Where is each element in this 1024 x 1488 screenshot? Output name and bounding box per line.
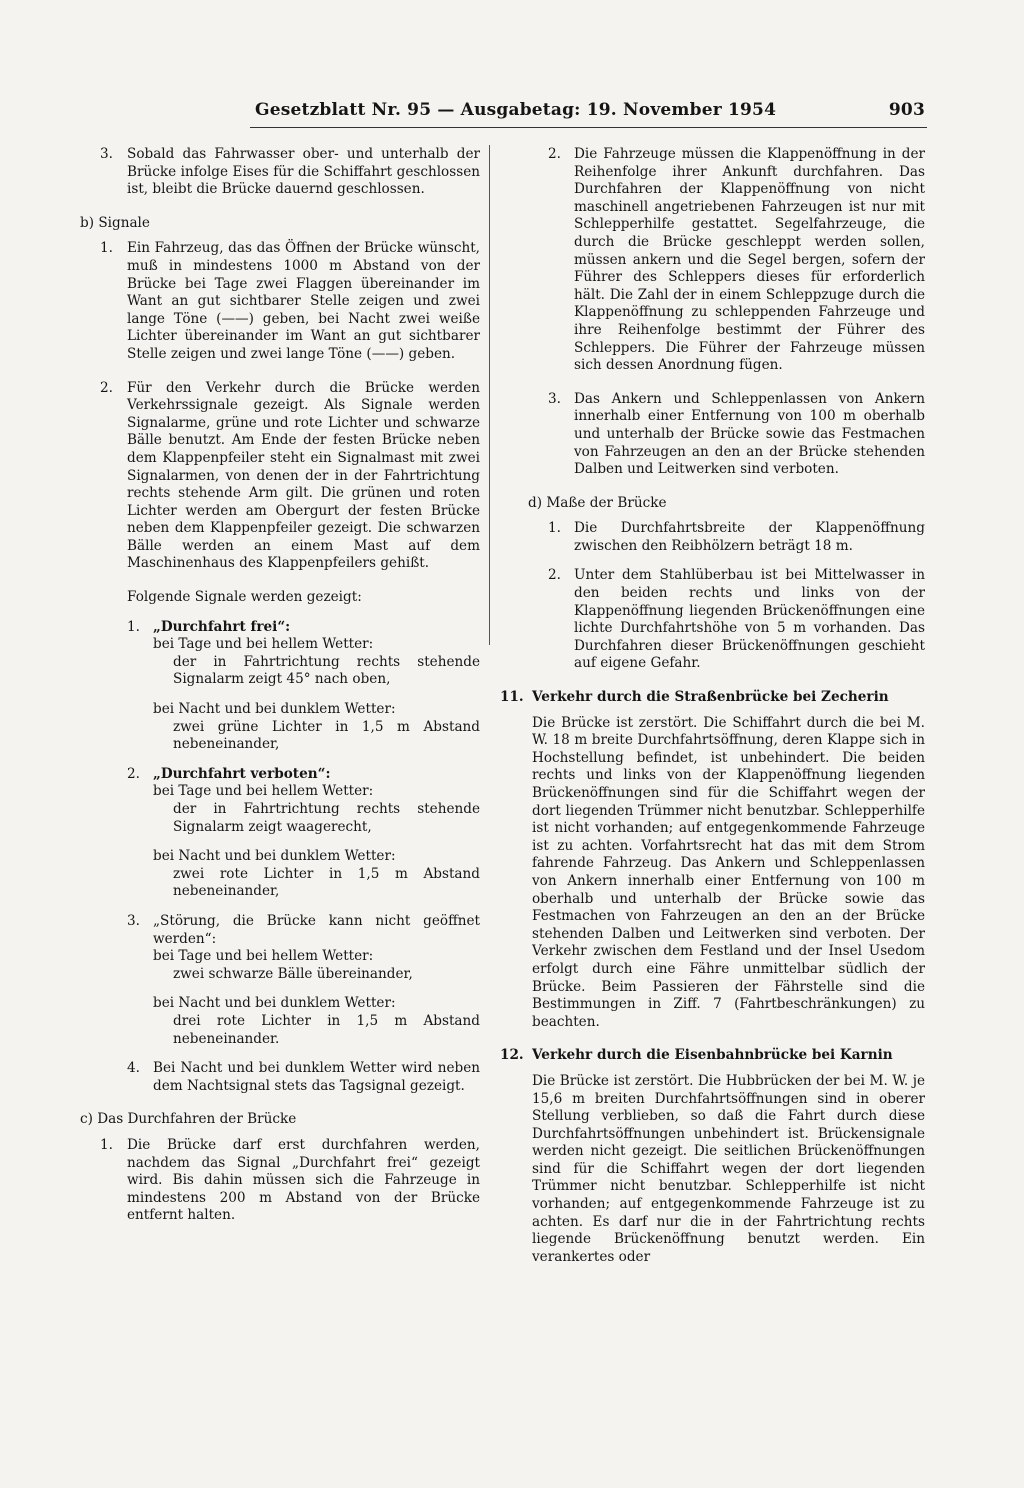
header-rule (250, 127, 927, 128)
day-signal: zwei schwarze Bälle übereinander, (173, 965, 413, 982)
left-column (80, 146, 480, 1225)
item-number: 1. (100, 1136, 113, 1153)
section-11-heading (500, 689, 925, 707)
item-text: Sobald das Fahrwasser ober- und unterhalb der Brücke infolge Eises für die Schiffahrt geschlossen ist, bleibt die Brücke dauernd geschlossen. (127, 146, 480, 198)
day-condition: bei Tage und bei hellem Wetter: (153, 636, 374, 653)
section-title: Verkehr durch die Eisenbahnbrücke bei Karnin (532, 1047, 893, 1064)
day-condition: bei Tage und bei hellem Wetter: (153, 783, 374, 800)
dimension-item-2 (500, 567, 925, 673)
item-title: „Durchfahrt verboten“: (153, 765, 331, 782)
item-text: Die Durchfahrtsbreite der Klappenöffnung zwischen den Reibhölzern beträgt 18 m. (574, 520, 925, 554)
right-column (500, 146, 925, 1266)
signal-item-2 (100, 380, 480, 574)
item-text: Für den Verkehr durch die Brücke werden Verkehrssignale gezeigt. Als Signale werden Signalarme, grüne und rote Lichter und schwarze Bälle benutzt. Am Ende der festen Brücke neben dem Klappenpfeiler steht ein Signalmast mit zwei Signalarmen, von denen der in der Fahrtrichtung rechts stehende Arm gilt. Die grünen und roten Lichter werden am Obergurt der festen Brücke neben dem Klappenpfeiler gezeigt. Die schwarzen Bälle werden an einem Mast auf dem Maschinenhaus des Klappenpfeilers gehißt. (127, 379, 480, 572)
item-text: Unter dem Stahlüberbau ist bei Mittelwasser in den beiden rechts und links von der Klappenöffnung liegenden Brückenöffnungen eine lichte Durchfahrtshöhe von 5 m vorhanden. Das Durchfahren dieser Brückenöffnungen geschieht auf eigene Gefahr. (574, 567, 925, 672)
night-signal: zwei rote Lichter in 1,5 m Abstand nebeneinander, (173, 865, 480, 900)
section-title: Verkehr durch die Straßenbrücke bei Zecherin (532, 689, 889, 706)
signal-note-4 (100, 1060, 480, 1095)
night-signal: drei rote Lichter in 1,5 m Abstand nebeneinander. (173, 1012, 480, 1047)
signal-item-1 (100, 240, 480, 363)
day-signal: der in Fahrtrichtung rechts stehende Signalarm zeigt 45° nach oben, (173, 653, 480, 688)
signals-intro: Folgende Signale werden gezeigt: (127, 589, 362, 606)
item-text: Die Fahrzeuge müssen die Klappenöffnung in der Reihenfolge ihrer Ankunft durchfahren. Das Durchfahren der Klappenöffnung von nicht maschinell angetriebenen Fahrzeugen ist nur mit Schlepperhilfe gestattet. Segelfahrzeuge, die durch die Brücke geschleppt werden sollen, müssen ankern und die Segel bergen, sofern der Führer des Schleppers dieses für erforderlich hält. Die Zahl der in einem Schleppzuge durch die Klappenöffnung zu schleppenden Fahrzeuge und ihre Reihenfolge bestimmt der Führer des Schleppers. Die Führer der Fahrzeuge müssen sich dessen Anordnung fügen. (574, 146, 925, 374)
item-text: Ein Fahrzeug, das das Öffnen der Brücke wünscht, muß in mindestens 1000 m Abstand von der Brücke bei Tage zwei Flaggen übereinander im Want an gut sichtbarer Stelle zeigen und zwei lange Töne (——) geben, bei Nacht zwei weiße Lichter übereinander im Want an gut sichtbarer Stelle zeigen und zwei lange Töne (——) geben. (127, 240, 480, 362)
section-heading-dimensions: d) Maße der Brücke (528, 494, 667, 511)
section-number: 12. (500, 1047, 524, 1064)
item-number: 3. (548, 390, 561, 407)
item-text: Die Brücke darf erst durchfahren werden, nachdem das Signal „Durchfahrt frei“ gezeigt wird. Bis dahin müssen sich die Fahrzeuge in mindestens 200 m Abstand von der Brücke entfernt halten. (127, 1136, 480, 1224)
signal-free (100, 619, 480, 637)
signal-malfunction (100, 913, 480, 948)
section-heading-signale: b) Signale (80, 214, 150, 231)
night-condition: bei Nacht und bei dunklem Wetter: (153, 701, 396, 718)
passage-item-1 (100, 1137, 480, 1225)
section-number: 11. (500, 689, 524, 706)
day-signal: der in Fahrtrichtung rechts stehende Signalarm zeigt waagerecht, (173, 801, 480, 835)
item-number: 2. (127, 765, 140, 782)
item-number: 2. (548, 146, 561, 162)
item-number: 3. (127, 912, 140, 929)
item-number: 2. (100, 379, 113, 396)
section-12-heading (500, 1047, 925, 1065)
item-number: 1. (548, 520, 561, 537)
page-number: 903 (888, 100, 925, 120)
day-condition: bei Tage und bei hellem Wetter: (153, 948, 374, 965)
passage-item-2 (500, 146, 925, 375)
section-12-text: Die Brücke ist zerstört. Die Hubbrücken der bei M. W. je 15,6 m breiten Durchfahrtsöffnungen sind in oberer Stellung verblieben, so daß die Fahrt durch diese Durchfahrtsöffnungen unbehindert ist. Brückensignale werden nicht gezeigt. Die seitlichen Brückenöffnungen sind für die Schiffahrt wegen der dort liegenden Trümmer nicht benutzbar. Schlepperhilfe ist nicht vorhanden; auf entgegenkommende Fahrzeuge ist zu achten. Es darf nur die in der Fahrtrichtung rechts liegende Brückenöffnung benutzt werden. Ein verankertes oder (532, 1072, 925, 1265)
item-text: Bei Nacht und bei dunklem Wetter wird neben dem Nachtsignal stets das Tagsignal gezeigt. (153, 1060, 480, 1094)
item-number: 3. (100, 146, 113, 162)
passage-item-3 (500, 391, 925, 479)
signal-prohibited (100, 766, 480, 784)
night-signal: zwei grüne Lichter in 1,5 m Abstand nebeneinander, (173, 718, 480, 753)
item-number: 4. (127, 1060, 140, 1077)
dimension-item-1 (500, 520, 925, 555)
item-number: 1. (127, 618, 140, 635)
night-condition: bei Nacht und bei dunklem Wetter: (153, 995, 396, 1012)
column-divider (489, 145, 490, 645)
night-condition: bei Nacht und bei dunklem Wetter: (153, 848, 396, 865)
item-text: Das Ankern und Schleppenlassen von Ankern innerhalb einer Entfernung von 100 m oberhalb und unterhalb der Brücke sowie das Festmachen von Fahrzeugen an den an der Brücke stehenden Dalben und Leitwerken sind verboten. (574, 390, 925, 478)
item-number: 2. (548, 567, 561, 584)
item-number: 1. (100, 240, 113, 257)
item-title: „Durchfahrt frei“: (153, 618, 291, 635)
header-title: Gesetzblatt Nr. 95 — Ausgabetag: 19. November 1954 (255, 100, 777, 120)
page-header (200, 100, 925, 124)
item-title: „Störung, die Brücke kann nicht geöffnet werden“: (153, 912, 480, 947)
section-heading-passage: c) Das Durchfahren der Brücke (80, 1111, 297, 1128)
section-11-text: Die Brücke ist zerstört. Die Schiffahrt durch die bei M. W. 18 m breite Durchfahrtsöffnung, deren Klappe sich in Hochstellung befindet, ist unbehindert. Die beiden rechts und links von der Klappenöffnung liegenden Brückenöffnungen sind für die Schiffahrt wegen der dort liegenden Trümmer nicht benutzbar. Schlepperhilfe ist nicht vorhanden; auf entgegenkommende Fahrzeuge ist zu achten. Vorfahrtsrecht hat das mit dem Strom fahrende Fahrzeug. Das Ankern und Schleppenlassen von Ankern innerhalb einer Entfernung von 100 m oberhalb und unterhalb der Brücke sowie das Festmachen von Fahrzeugen an den an der Brücke stehenden Dalben und Leitwerken sind verboten. Der Verkehr zwischen dem Festland und der Insel Usedom erfolgt durch eine Fähre unmittelbar südlich der Brücke. Beim Passieren der Fährstelle sind die Bestimmungen in Ziff. 7 (Fahrtbeschränkungen) zu beachten. (532, 714, 925, 1030)
item-3 (100, 146, 480, 199)
